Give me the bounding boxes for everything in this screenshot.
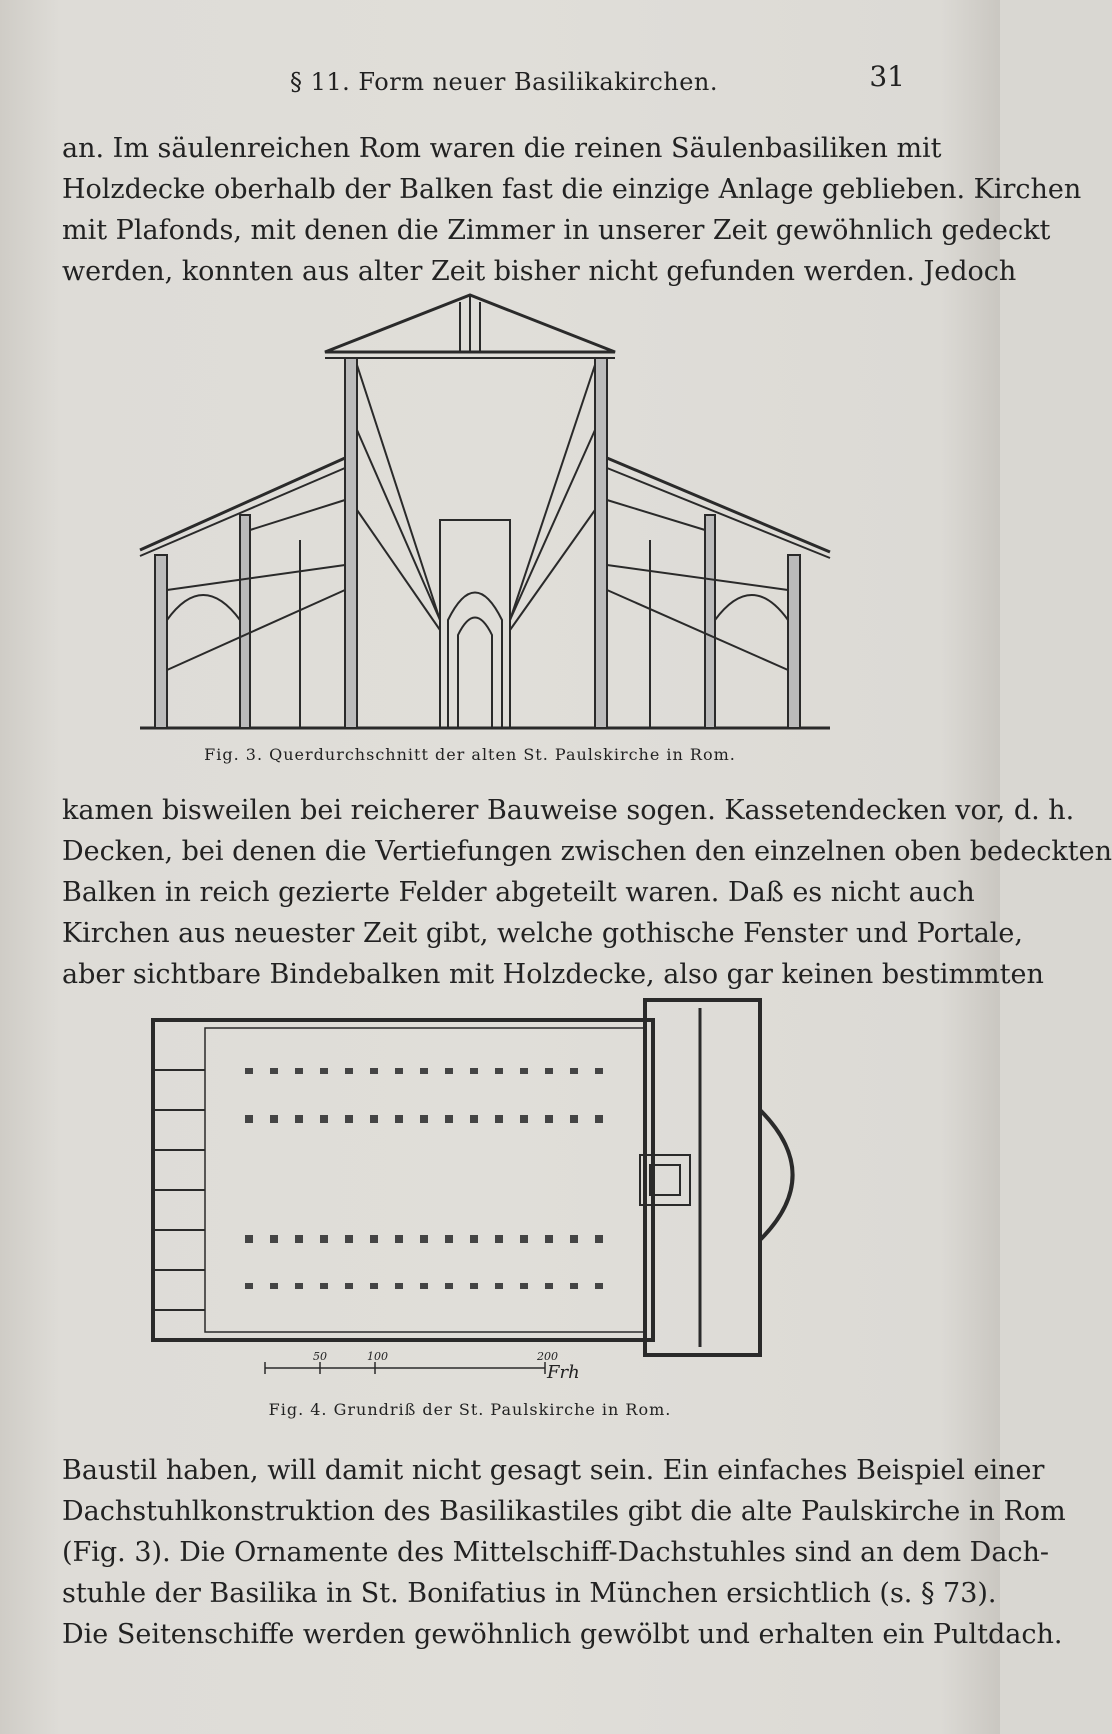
figure-4-floor-plan (145, 990, 835, 1385)
text-line: (Fig. 3). Die Ornamente des Mittelschiff-Dachstuhles sind an dem Dach- (62, 1537, 1050, 1568)
text-line: kamen bisweilen bei reicherer Bauweise sogen. Kassetendecken vor, d. h. (62, 795, 1075, 826)
figure-3-caption: Fig. 3. Querdurchschnitt der alten St. Paulskirche in Rom. (204, 745, 736, 764)
text-line: aber sichtbare Bindebalken mit Holzdecke, also gar keinen bestimmten (62, 959, 1044, 990)
text-line: an. Im säulenreichen Rom waren die reinen Säulenbasiliken mit (62, 133, 942, 164)
scale-unit: Frh (547, 1362, 580, 1383)
text-line: Die Seitenschiffe werden gewöhnlich gewölbt und erhalten ein Pultdach. (62, 1619, 1063, 1650)
paragraph-2 (62, 790, 1112, 995)
scale-label: 200 (537, 1350, 558, 1363)
text-line: Holzdecke oberhalb der Balken fast die einzige Anlage geblieben. Kirchen (62, 174, 1082, 205)
text-line: Dachstuhlkonstruktion des Basilikastiles gibt die alte Paulskirche in Rom (62, 1496, 1066, 1527)
scale-label: 100 (367, 1350, 388, 1363)
scale-bar (265, 1362, 545, 1374)
page-number: 31 (869, 60, 905, 93)
section-title: § 11. Form neuer Basilikakirchen. (290, 68, 719, 96)
paragraph-3 (62, 1450, 1066, 1655)
figure-4-caption: Fig. 4. Grundriß der St. Paulskirche in Rom. (268, 1400, 672, 1419)
text-line: Balken in reich gezierte Felder abgeteilt waren. Daß es nicht auch (62, 877, 975, 908)
text-line: Decken, bei denen die Vertiefungen zwischen den einzelnen oben bedeckten (62, 836, 1112, 867)
column-rows (245, 1068, 603, 1289)
text-line: Kirchen aus neuester Zeit gibt, welche gothische Fenster und Portale, (62, 918, 1023, 949)
text-line: Baustil haben, will damit nicht gesagt sein. Ein einfaches Beispiel einer (62, 1455, 1045, 1486)
text-line: mit Plafonds, mit denen die Zimmer in unserer Zeit gewöhnlich gedeckt (62, 215, 1051, 246)
text-line: werden, konnten aus alter Zeit bisher nicht gefunden werden. Jedoch (62, 256, 1017, 287)
scale-label: 50 (313, 1350, 327, 1363)
figure-3-cross-section (140, 290, 830, 730)
text-line: stuhle der Basilika in St. Bonifatius in München ersichtlich (s. § 73). (62, 1578, 997, 1609)
paragraph-1 (62, 128, 1082, 292)
running-header (0, 60, 1000, 100)
